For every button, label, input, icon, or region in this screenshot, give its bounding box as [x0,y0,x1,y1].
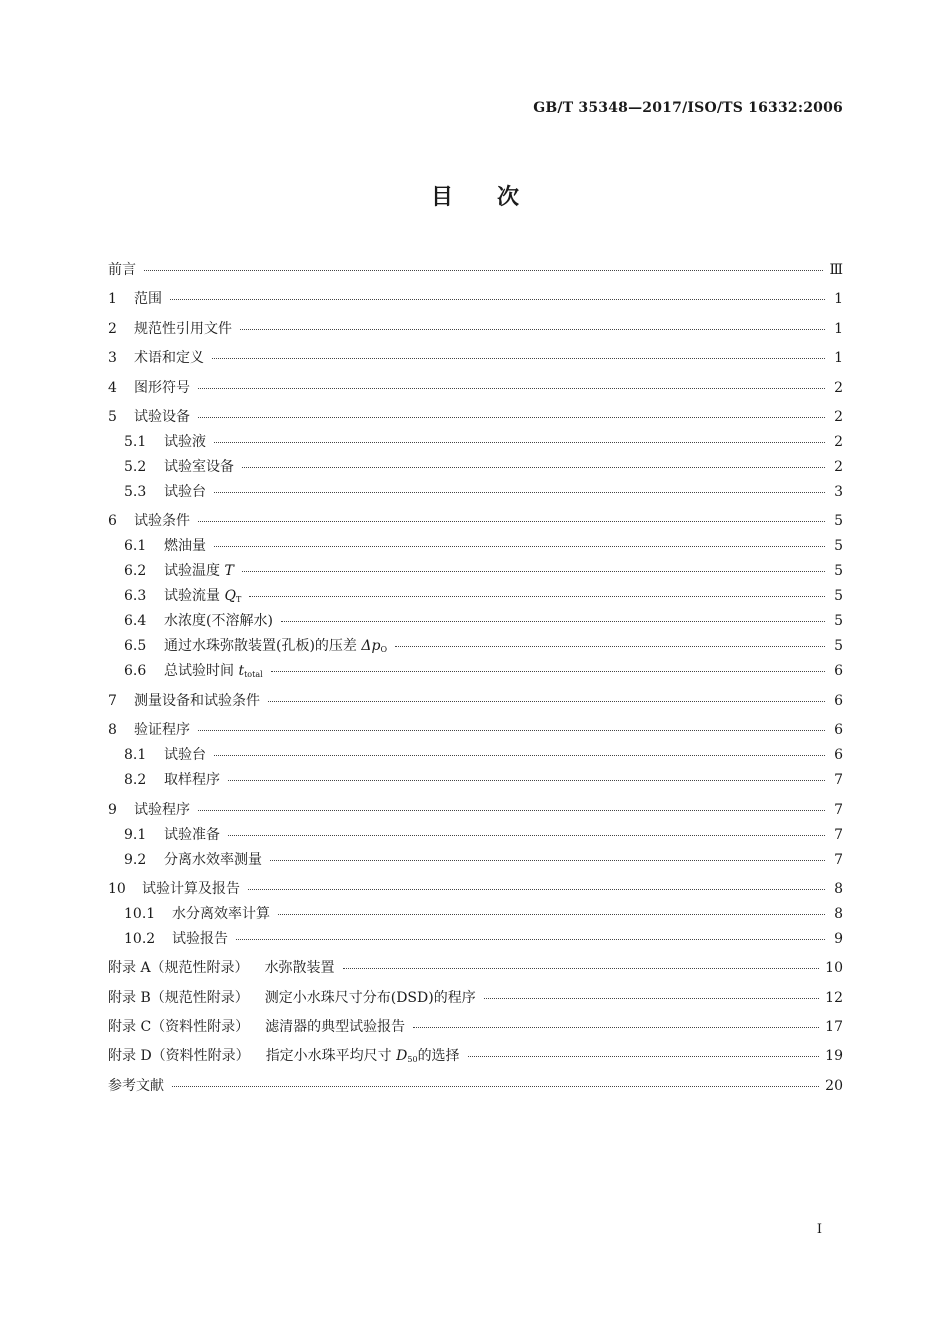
toc-text: 滤清器的典型试验报告 [265,1019,406,1036]
toc-number: 4 [108,379,117,396]
toc-text-after: 的选择 [417,1048,460,1065]
toc-number: 6.1 [124,538,147,555]
toc-text: 水弥散装置 [264,960,335,977]
dot-leader [214,754,825,756]
toc-text: 试验台 [164,483,206,500]
toc-number: 6 [108,513,117,530]
toc-page: 20 [825,1077,843,1094]
toc-text: 试验液 [164,433,206,450]
math-subscript: 50 [407,1055,418,1065]
math-symbol: t [238,663,245,680]
toc-number: 10.1 [124,905,156,922]
toc-page: 2 [834,458,843,475]
dot-leader [198,809,825,811]
toc-entry-6[interactable] [108,509,843,534]
dot-leader [278,913,825,915]
dot-leader [198,387,825,389]
toc-page: 10 [825,960,843,977]
toc-entry-8[interactable] [108,718,843,743]
toc-number: 6.5 [124,638,147,655]
toc-page: 19 [825,1048,843,1065]
toc-page: 6 [834,663,843,680]
toc-entry-4[interactable] [108,376,843,401]
toc-text: 试验报告 [172,930,228,947]
toc-text: 图形符号 [134,379,190,396]
toc-page: 2 [834,379,843,396]
toc-number: 8.2 [124,772,147,789]
math-subscript: O [380,645,388,655]
toc-text: 测定小水珠尺寸分布(DSD)的程序 [264,989,476,1006]
dot-leader [484,997,819,999]
toc-number: 10.2 [124,930,156,947]
toc-page: 5 [834,538,843,555]
dot-leader [343,967,820,969]
toc-text-main: 试验流量 [164,588,220,605]
toc-entry-1[interactable] [108,287,843,312]
toc-text: 测量设备和试验条件 [134,692,260,709]
toc-page: 12 [825,989,843,1006]
toc-annex-c[interactable] [108,1015,843,1040]
toc-entry-10-2[interactable] [108,927,843,952]
annex-label: 附录 B（规范性附录） [108,989,249,1006]
dot-leader [198,416,825,418]
toc-page: 7 [834,801,843,818]
toc-number: 9 [108,801,117,818]
toc-page: 6 [834,722,843,739]
toc-number: 8.1 [124,747,147,764]
toc-page: 7 [834,826,843,843]
dot-leader [268,700,825,702]
toc-number: 5 [108,408,117,425]
toc-entry-6-2[interactable] [108,559,843,584]
toc-page: 5 [834,638,843,655]
dot-leader [242,570,825,572]
dot-leader [281,620,825,622]
toc-page: 6 [834,692,843,709]
toc-number: 5.3 [124,483,147,500]
dot-leader [228,834,825,836]
toc-number: 7 [108,692,117,709]
toc-entry-10-1[interactable] [108,902,843,927]
dot-leader [271,670,825,672]
toc-page: 1 [834,320,843,337]
toc-page: 3 [834,483,843,500]
dot-leader [198,729,825,731]
dot-leader [214,491,825,493]
toc-entry-6-3[interactable] [108,584,843,609]
dot-leader [248,888,825,890]
toc-number: 6.4 [124,613,147,630]
toc-entry-8-1[interactable] [108,743,843,768]
dot-leader [198,520,825,522]
toc-page: 7 [834,772,843,789]
toc-text: 试验计算及报告 [142,880,240,897]
page-title: 目次 [430,185,563,210]
math-symbol: D [396,1048,408,1065]
toc-page: 1 [834,350,843,367]
toc-number: 10 [108,880,126,897]
toc-text: 参考文献 [108,1077,164,1094]
toc-text: 试验台 [164,747,206,764]
toc-text: 分离水效率测量 [164,851,262,868]
annex-label: 附录 C（资料性附录） [108,1019,250,1036]
toc-text [164,584,247,612]
math-symbol: Δp [361,638,381,655]
toc-entry-6-4[interactable] [108,609,843,634]
toc-entry-2[interactable] [108,317,843,342]
dot-leader [228,779,825,781]
toc-page: 8 [834,905,843,922]
table-of-contents [108,258,843,1099]
toc-annex-b[interactable] [108,986,843,1011]
toc-entry-7[interactable] [108,689,843,714]
page-number: I [816,1222,822,1237]
toc-number: 2 [108,320,117,337]
toc-text: 燃油量 [164,538,206,555]
toc-page: 17 [825,1019,843,1036]
toc-number: 5.2 [124,458,147,475]
toc-entry-9-1[interactable] [108,823,843,848]
toc-entry-10[interactable] [108,877,843,902]
dot-leader [242,466,825,468]
toc-references[interactable] [108,1074,843,1099]
toc-text-main: 总试验时间 [164,663,234,680]
toc-page: Ⅲ [829,262,843,278]
dot-leader [240,328,825,330]
toc-text: 试验准备 [164,826,220,843]
toc-entry-9-2[interactable] [108,848,843,873]
toc-page: 2 [834,433,843,450]
toc-entry-8-2[interactable] [108,768,843,793]
toc-entry-5-1[interactable] [108,430,843,455]
dot-leader [270,859,825,861]
toc-annex-d[interactable] [108,1044,843,1069]
toc-text [164,659,269,687]
toc-text-main: 指定小水珠平均尺寸 [265,1048,392,1065]
toc-entry-9[interactable] [108,798,843,823]
toc-entry-3[interactable] [108,346,843,371]
toc-number: 3 [108,350,117,367]
math-symbol: T [224,563,234,580]
toc-entry-5-2[interactable] [108,455,843,480]
toc-text: 试验程序 [134,801,190,818]
toc-entry-5[interactable] [108,405,843,430]
dot-leader [236,938,825,940]
toc-entry-6-1[interactable] [108,534,843,559]
toc-text [266,1044,466,1072]
toc-entry-6-5[interactable] [108,634,843,659]
toc-page: 8 [834,880,843,897]
toc-text: 试验设备 [134,408,190,425]
toc-number: 5.1 [124,433,147,450]
toc-page: 9 [834,930,843,947]
toc-number: 9.1 [124,826,147,843]
dot-leader [249,595,825,597]
dot-leader [214,545,825,547]
toc-entry-5-3[interactable] [108,480,843,505]
toc-number: 6.3 [124,588,147,605]
toc-text: 范围 [134,291,162,308]
annex-label: 附录 D（资料性附录） [108,1048,250,1065]
toc-number: 6.2 [124,563,147,580]
toc-number: 1 [108,291,117,308]
toc-text: 规范性引用文件 [134,320,232,337]
toc-foreword[interactable] [108,258,843,283]
toc-text-main: 试验温度 [164,563,220,580]
toc-text [164,634,393,662]
dot-leader [214,441,825,443]
toc-page: 5 [834,588,843,605]
toc-page: 5 [834,613,843,630]
dot-leader [413,1026,819,1028]
toc-text: 前言 [108,262,136,278]
toc-page: 5 [834,513,843,530]
toc-text-main: 通过水珠弥散装置(孔板)的压差 [164,638,357,655]
toc-annex-a[interactable] [108,956,843,981]
toc-text: 术语和定义 [134,350,204,367]
toc-text: 水分离效率计算 [172,905,270,922]
dot-leader [144,269,823,271]
toc-page: 1 [834,291,843,308]
annex-label: 附录 A（规范性附录） [108,960,249,977]
dot-leader [468,1055,820,1057]
toc-number: 6.6 [124,663,147,680]
dot-leader [170,298,825,300]
toc-page: 7 [834,851,843,868]
dot-leader [212,357,825,359]
toc-text: 试验条件 [134,513,190,530]
toc-page: 5 [834,563,843,580]
dot-leader [395,645,825,647]
toc-text: 试验室设备 [164,458,234,475]
toc-text [164,559,240,584]
toc-entry-6-6[interactable] [108,659,843,684]
toc-text: 验证程序 [134,722,190,739]
toc-page: 2 [834,408,843,425]
toc-page: 6 [834,747,843,764]
math-subscript: T [235,595,242,605]
toc-number: 8 [108,722,117,739]
math-symbol: Q [224,588,236,605]
toc-number: 9.2 [124,851,147,868]
toc-text: 取样程序 [164,772,220,789]
toc-text: 水浓度(不溶解水) [164,613,273,630]
dot-leader [172,1085,819,1087]
math-subscript: total [244,670,263,680]
standard-number-header: GB/T 35348—2017/ISO/TS 16332:2006 [533,100,843,116]
